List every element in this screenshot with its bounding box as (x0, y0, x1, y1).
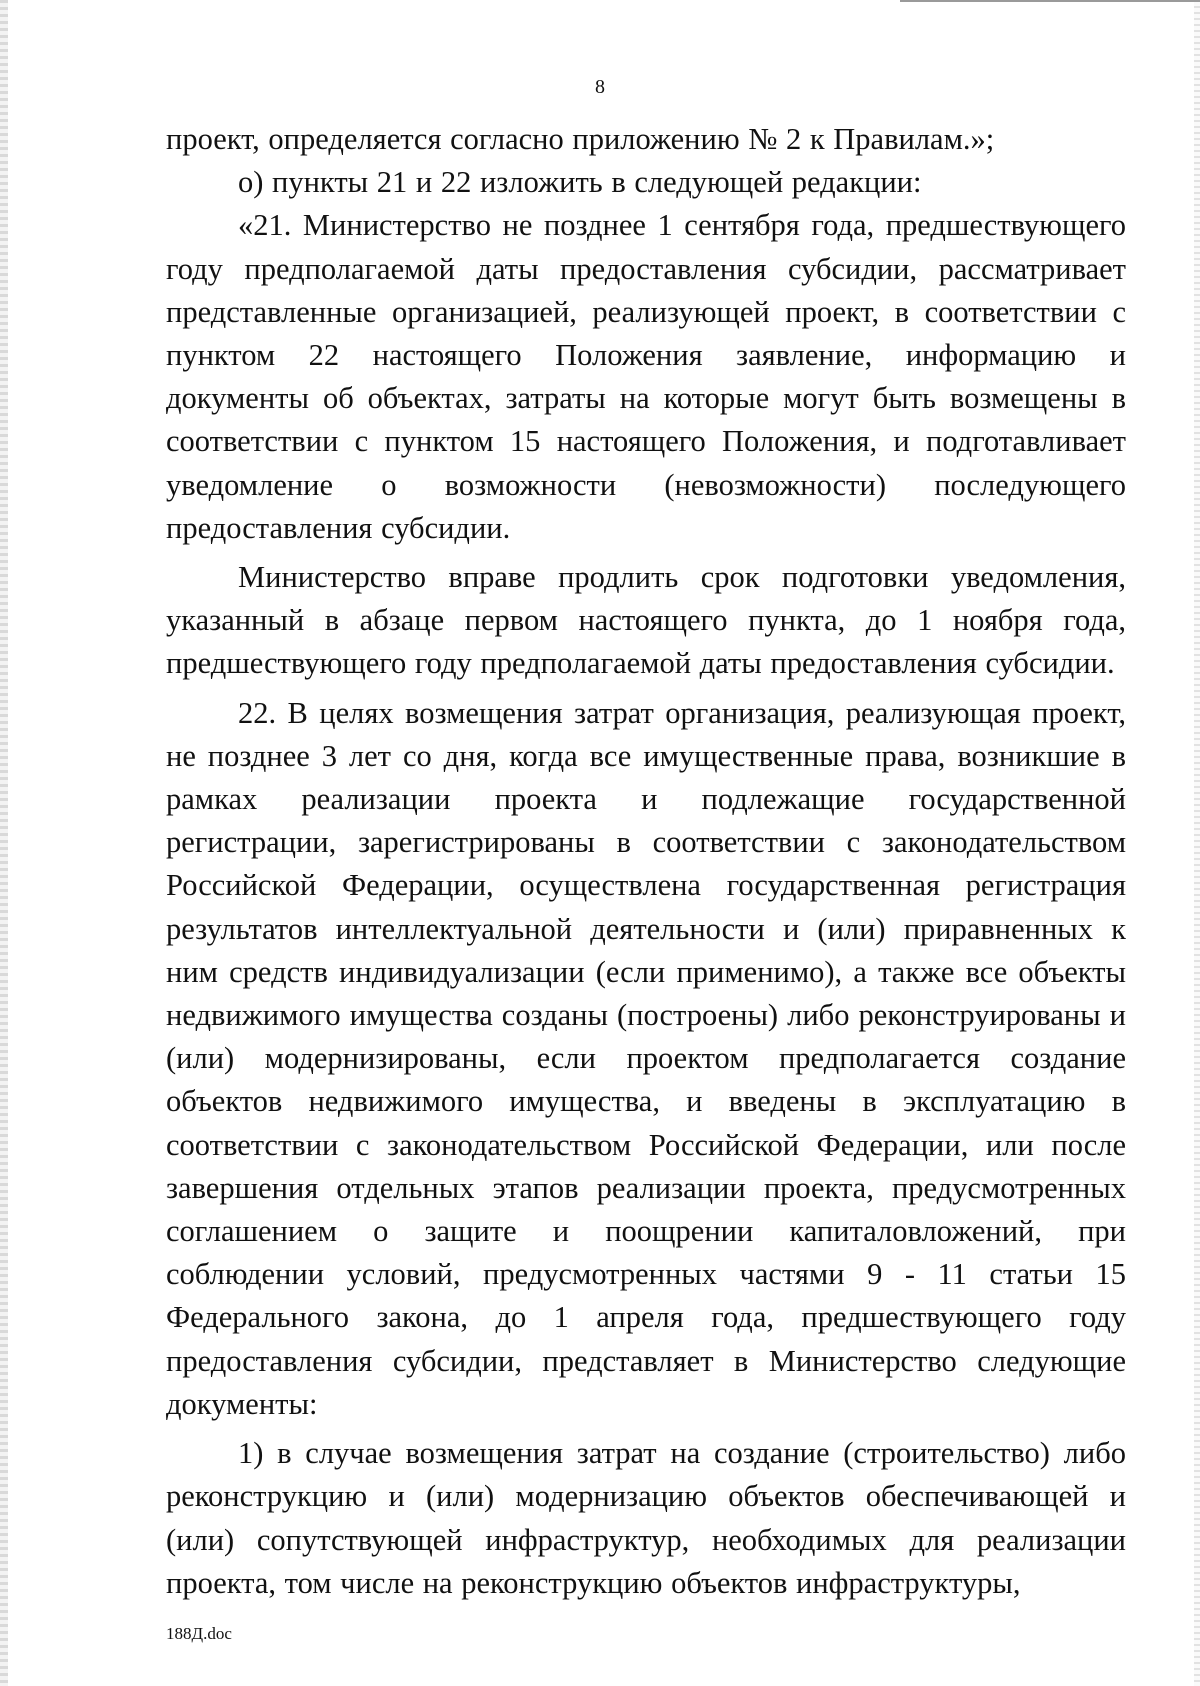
paragraph-item-22: 22. В целях возмещения затрат организация, реализующая проект, не позднее 3 лет со дня, когда все имущественные права, возникшие в рамках реализации проекта и подлежащие государственной регистрации, зарегистрированы в соответствии с законодательством Российской Федерации, осуществлена государственная регистрация результатов интеллектуальной деятельности и (или) приравненных к ним средств индивидуализации (если применимо), а также все объекты недвижимого имущества созданы (построены) либо реконструированы и (или) модернизированы, если проектом предполагается создание объектов недвижимого имущества, и введены в эксплуатацию в соответствии с законодательством Российской Федерации, или после завершения отдельных этапов реализации проекта, предусмотренных соглашением о защите и поощрении капиталовложений, при соблюдении условий, предусмотренных частями 9 - 11 статьи 15 Федерального закона, до 1 апреля года, предшествующего году предоставления субсидии, представляет в Министерство следующие документы: (166, 695, 1126, 1421)
paragraph-continuation: проект, определяется согласно приложению № 2 к Правилам.»; (166, 122, 995, 156)
paragraph-item-21-extension: Министерство вправе продлить срок подготовки уведомления, указанный в абзаце первом настоящего пункта, до 1 ноября года, предшествующего году предполагаемой даты предоставления субсидии. (166, 560, 1126, 681)
top-rule (900, 0, 1200, 2)
document-body (166, 118, 1126, 1605)
footer-filename: 188Д.doc (166, 1624, 232, 1643)
scan-right-edge (1194, 0, 1200, 1686)
paragraph-amendment-o: о) пункты 21 и 22 изложить в следующей редакции: (238, 165, 922, 200)
paragraph-subitem-1: 1) в случае возмещения затрат на создание (строительство) либо реконструкцию и (или) модернизацию объектов обеспечивающей и (или) сопутствующей инфраструктур, необходимых для реализации проекта, том числе на реконструкцию объектов инфраструктуры, (166, 1436, 1126, 1600)
page-number: 8 (595, 76, 605, 98)
paragraph-item-21: «21. Министерство не позднее 1 сентября года, предшествующего году предполагаемой даты предоставления субсидии, рассматривает представленные организацией, реализующей проект, в соответствии с пунктом 22 настоящего Положения заявление, информацию и документы об объектах, затраты на которые могут быть возмещены в соответствии с пунктом 15 настоящего Положения, и подготавливает уведомление о возможности (невозможности) последующего предоставления субсидии. (166, 208, 1126, 545)
scan-left-edge (0, 0, 8, 1686)
